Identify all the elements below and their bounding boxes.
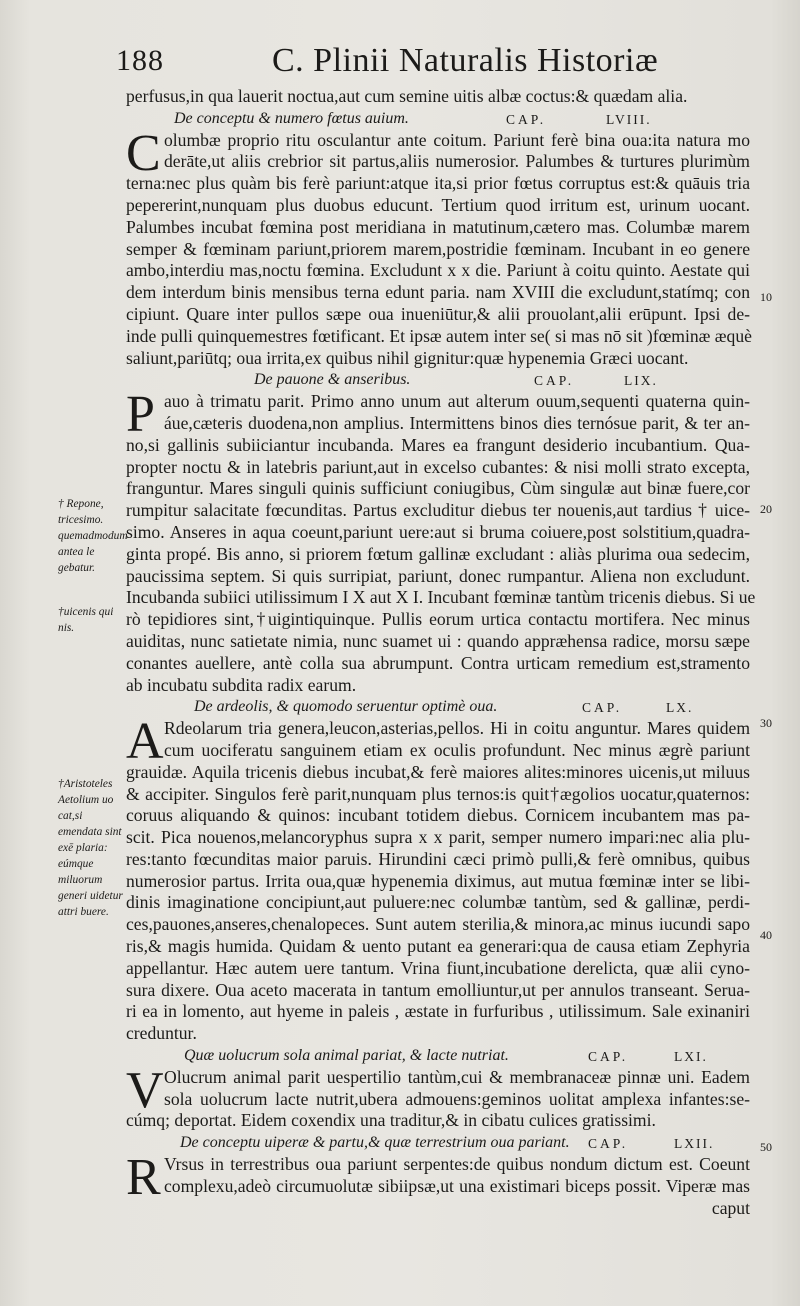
text-line: grauidæ. Aquila tricenis diebus incubat,& ferè maiores alites:minores uicenis,ut miluus — [126, 761, 750, 782]
chapter-paragraph — [126, 124, 752, 370]
text-line: ginta propé. Bis anno, si priorem fœtum gallinæ excludant : aliàs plurima oua sedecim, — [126, 543, 750, 564]
text-line: ris,& magis humida. Quidam & uento putant ea generari:qua de causa etiam Zephyria — [126, 936, 750, 957]
text-line: ambo,interdiu mas,noctu fœmina. Excludunt x x die. Pariunt à coitu quinto. Aestate qui — [126, 260, 750, 281]
line-number: 10 — [760, 290, 772, 304]
text-line: complexu,adeò circumuolutæ sibiipsæ,ut una existimari biceps possit. Viperæ mas — [164, 1175, 750, 1196]
chapter-number: LXII. — [674, 1136, 715, 1152]
page-header — [0, 40, 800, 86]
text-line: derāte,ut aliis crebrior sit partus,aliis numerosior. Palumbes & turtures plurimùm — [164, 151, 750, 172]
main-text — [126, 86, 756, 1219]
chapter-cap: CAP. — [582, 700, 623, 716]
page-number: 188 — [116, 44, 164, 77]
text-line: semper & fœminam pariunt,priorem marem,postridie fœminam. Incubant in eo genere — [126, 238, 750, 259]
text-line: simo. Anseres in aqua coeunt,pariunt uere:aut si bruma coiuere,post solstitium,quadra- — [126, 521, 750, 542]
chapter-number: LXI. — [674, 1049, 708, 1065]
text-line: creduntur. — [126, 1023, 197, 1044]
text-line: cúmq; deportat. Eidem coxendix una traditur,& in cibatu culices gratissimi. — [126, 1110, 656, 1131]
chapter-title: De conceptu & numero fœtus auium. — [174, 109, 409, 127]
chapter-number: LIX. — [624, 373, 658, 389]
text-line: propter noctu & in latebris pariunt,aut in excelso cubantes: & nisi molli strato excepta, — [126, 456, 750, 477]
text-line: dem interdum binis mensibus terna edunt paria. nam XVIII die excludunt,statímq; con — [126, 282, 750, 303]
chapter-number: LVIII. — [606, 111, 652, 127]
chapter-paragraph — [126, 1061, 750, 1132]
text-line: sura dixere. Oua aceto macerata in tantum emolliuntur,ut per annulos transeant. Serua- — [126, 979, 750, 1000]
text-line: perfusus,in qua lauerit noctua,aut cum semine uitis albæ coctus:& quædam alia. — [126, 86, 688, 106]
text-line: rò tepidiores sint,†uigintiquinque. Pullis eorum urtica contactu mortifera. Nec minus — [126, 609, 750, 630]
chapter-heading — [126, 108, 750, 130]
text-line: appellantur. Hæc autem uere tantum. Vrina fiunt,incubatione derelicta, quæ alii cyno- — [126, 957, 750, 978]
text-line: conantes auellere, antè colla sua abrumpunt. Contra urticam remedium est,stramento — [126, 652, 750, 673]
text-line: Palumbes incubat fœmina post meridiana in matutinum,cætero mas. Columbæ marem — [126, 216, 750, 237]
text-line: olumbæ proprio ritu osculantur ante coitum. Pariunt ferè bina oua:ita natura mo — [164, 129, 750, 150]
text-line: res:tanto fœcunditas maior paruis. Hirundini cæci primò pulli,& ferè omnibus, quibus — [126, 848, 750, 869]
running-head: C. Plinii Naturalis Historiæ — [272, 42, 659, 79]
chapter-cap: CAP. — [588, 1136, 629, 1152]
text-line: Incubanda subiici utilissimum I X aut X I. Incubant fœminæ tantùm tricenis diebus. Si ue — [126, 587, 756, 608]
margin-note: †Aristoteles Aetolium uo cat,si emendata sint exē plaria: eúmque miluorum generi uidetur attri buere. — [58, 778, 123, 918]
catchword: caput — [711, 1197, 750, 1218]
text-line: & accipiter. Singulos ferè parit,nunquam plus ternos:is quit†ægolios uocatur,quaternos: — [126, 783, 750, 804]
text-line: dinis imaginatione concipiunt,aut puluere:nec columbæ tantùm, sed & gallinæ, perdi- — [126, 892, 750, 913]
text-line: Vrsus in terrestribus oua pariunt serpentes:de quibus nondum dictum est. Coeunt — [164, 1154, 750, 1175]
text-line: franguntur. Mares singuli quinis sufficiunt coniugibus, Cùm singulæ aut binæ fuere,cor — [126, 478, 750, 499]
text-line: rumpitur salacitate fœcunditas. Partus excluditur diebus ter nouenis,aut tardius † uice- — [126, 500, 750, 521]
line-number: 20 — [760, 502, 772, 516]
line-number: 40 — [760, 928, 772, 942]
line-number: 30 — [760, 716, 772, 730]
drop-cap: R — [126, 1149, 161, 1207]
chapter-number: LX. — [666, 700, 694, 716]
text-line: ri ea in lomento, aut hyeme in paleis , æstate in furfuribus , utilissimum. Sale exinaniri — [126, 1001, 750, 1022]
text-line: terna:nec plus quàm bis ferè pariunt:atque ita,si prior fœtus corruptus est:& quāuis tria — [126, 173, 750, 194]
text-line: ces,pauones,anseres,chenalopeces. Sunt autem sterilia,& minora,ac minus iucundi sapo — [126, 914, 750, 935]
text-line: Rdeolarum tria genera,leucon,asterias,pellos. Hi in coitu anguntur. Mares quidem — [164, 718, 750, 739]
chapter-heading — [126, 369, 750, 391]
margin-note: † Repone, tricesimo. quemadmodum antea le gebatur. — [58, 498, 128, 574]
text-line: Olucrum animal parit uespertilio tantùm,cui & membranaceæ pinnæ uni. Eadem — [164, 1066, 750, 1087]
text-line: coruus aliquando & quinos: incubant totidem diebus. Cornicem incubantem mas pa- — [126, 805, 750, 826]
chapter-paragraph — [126, 386, 756, 696]
chapter-cap: CAP. — [506, 111, 547, 127]
drop-cap: A — [126, 713, 164, 771]
text-line: scit. Pica nouenos,melancoryphus supra x x parit, semper numero impari:nec alia plu- — [126, 827, 750, 848]
text-line: paucissima septem. Si quis surripiat, pariunt, donec rumpantur. Aliena non excludunt. — [126, 565, 750, 586]
text-line: no,si gallinis subiiciantur incubanda. Mares ea frangunt desiderio incubantium. Qua- — [126, 434, 750, 455]
chapter-cap: CAP. — [534, 373, 575, 389]
chapter-heading — [126, 1045, 750, 1067]
chapter-title: Quæ uolucrum sola animal pariat, & lacte nutriat. — [184, 1047, 509, 1065]
text-line: inde pulli quinquemestres fœtificant. Et ipsæ autem inter se( si mas nō sit )fœminæ æquè — [126, 325, 752, 346]
text-line: ab incubatu subdita radix earum. — [126, 674, 357, 695]
text-line: cipiunt. Quare inter pullos sæpe oua inueniūtur,& alii prouolant,alii erūpunt. Ipsi de- — [126, 303, 750, 324]
drop-cap: C — [126, 124, 161, 182]
text-line: numerosior partus. Irrita oua,quæ hypenemia diximus, aut mutua fœminæ inter se libi- — [126, 870, 750, 891]
chapter-title: De ardeolis, & quomodo seruentur optimè oua. — [194, 698, 498, 716]
chapter-paragraph — [126, 713, 750, 1045]
chapter-heading — [126, 1132, 750, 1154]
text-line: áue,cæteris duodena,non amplius. Intermittens binos dies ternósue parit, & ter an- — [164, 412, 750, 433]
line-number: 50 — [760, 1140, 772, 1154]
text-line: auo à trimatu parit. Primo anno unum aut alterum ouum,sequenti quaterna quin- — [164, 391, 750, 412]
text-line: cum uociferatu sanguinem etiam ex oculis profundunt. Nec minus ægrè pariunt — [164, 739, 750, 760]
chapter-title: De conceptu uiperæ & partu,& quæ terrestrium oua pariant. — [180, 1134, 570, 1152]
chapter-title: De pauone & anseribus. — [254, 371, 411, 389]
text-line: saliunt,pariūtq; oua irrita,ex quibus nihil gignitur:quæ hypenemia Græci uocant. — [126, 347, 689, 368]
drop-cap: P — [126, 386, 155, 444]
text-line: sola uolucrum lacte nutrit,ubera admouens:geminos uolitat amplexa infantes:se- — [164, 1088, 750, 1109]
chapter-cap: CAP. — [588, 1049, 629, 1065]
drop-cap: V — [126, 1061, 164, 1119]
text-line: auiditas, nunc satietate nimia, nunc suamet ui : quando appræhensa radice, morsu sæpe — [126, 630, 750, 651]
chapter-paragraph — [126, 1149, 750, 1207]
text-line: pepererint,nunquam plus duobus educunt. Tertium quod irritum est, urinum uocant. — [126, 194, 750, 215]
margin-note: †uicenis qui nis. — [58, 606, 114, 634]
chapter-heading — [126, 696, 750, 718]
